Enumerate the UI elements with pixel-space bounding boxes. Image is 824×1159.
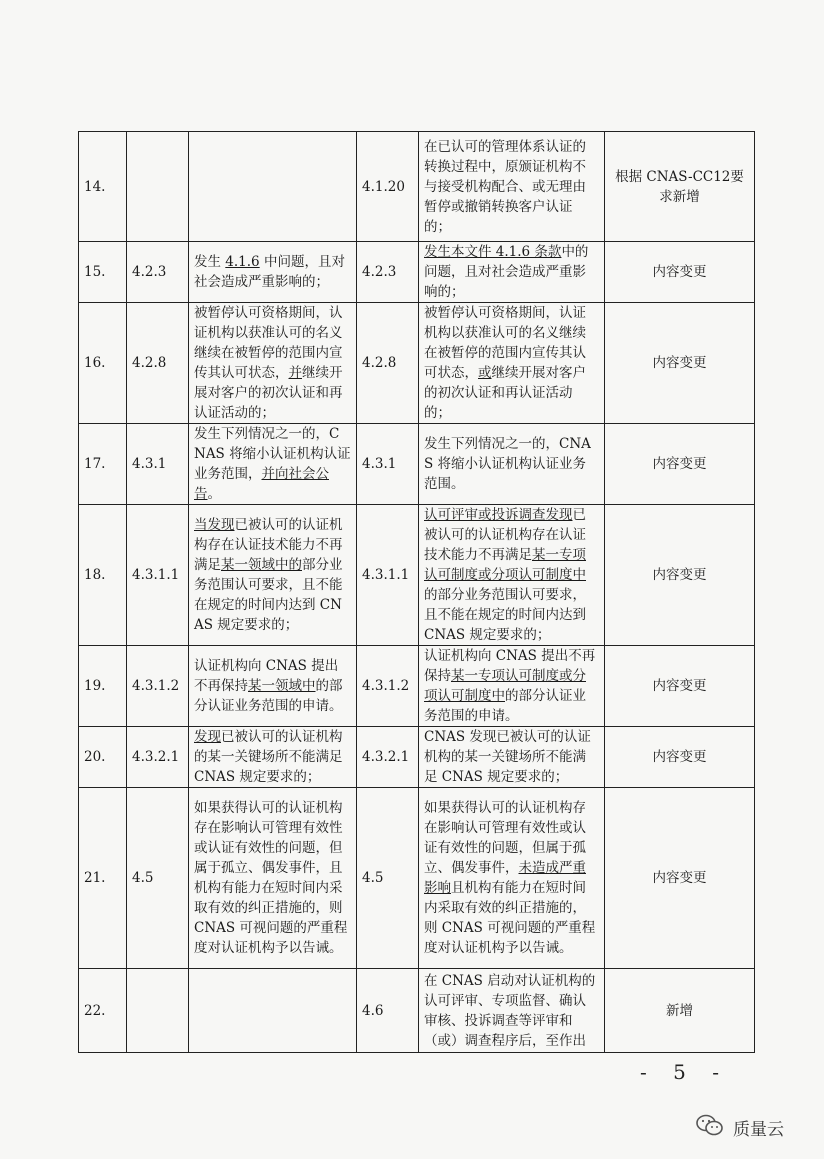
table-row <box>79 969 755 1053</box>
old-text: 发生 4.1.6 中问题，且对社会造成严重影响的； <box>189 242 357 303</box>
row-number: 20. <box>79 727 127 788</box>
row-number: 22. <box>79 969 127 1053</box>
old-text: 认证机构向 CNAS 提出不再保持某一领域中的部分认证业务范围的申请。 <box>189 646 357 727</box>
new-text: 被暂停认可资格期间，认证机构以获准认可的名义继续在被暂停的范围内宣传其认可状态，或继续开展对客户的初次认证和再认证活动的； <box>419 303 605 424</box>
table-row <box>79 132 755 242</box>
change-note: 内容变更 <box>605 303 755 424</box>
old-text: 发生下列情况之一的，CNAS 将缩小认证机构认证业务范围，并向社会公告。 <box>189 424 357 505</box>
old-clause: 4.3.1 <box>127 424 189 505</box>
old-clause: 4.5 <box>127 788 189 969</box>
change-note: 新增 <box>605 969 755 1053</box>
watermark-text: 质量云 <box>733 1120 784 1140</box>
change-note: 内容变更 <box>605 727 755 788</box>
change-note: 内容变更 <box>605 788 755 969</box>
old-text <box>189 132 357 242</box>
table-row <box>79 788 755 969</box>
revision-comparison-table <box>78 131 755 1053</box>
new-clause: 4.1.20 <box>357 132 419 242</box>
watermark <box>695 1113 784 1142</box>
change-note: 内容变更 <box>605 505 755 646</box>
new-clause: 4.3.1.2 <box>357 646 419 727</box>
new-clause: 4.3.1 <box>357 424 419 505</box>
change-note: 根据 CNAS-CC12要求新增 <box>605 132 755 242</box>
new-clause: 4.3.1.1 <box>357 505 419 646</box>
old-clause: 4.3.2.1 <box>127 727 189 788</box>
row-number: 21. <box>79 788 127 969</box>
wechat-icon <box>695 1113 725 1142</box>
old-clause: 4.3.1.1 <box>127 505 189 646</box>
old-text: 当发现已被认可的认证机构存在认证技术能力不再满足某一领域中的部分业务范围认可要求，且不能在规定的时间内达到 CNAS 规定要求的； <box>189 505 357 646</box>
old-clause <box>127 969 189 1053</box>
new-clause: 4.2.3 <box>357 242 419 303</box>
old-clause: 4.2.8 <box>127 303 189 424</box>
new-clause: 4.5 <box>357 788 419 969</box>
new-clause: 4.3.2.1 <box>357 727 419 788</box>
old-clause: 4.3.1.2 <box>127 646 189 727</box>
row-number: 14. <box>79 132 127 242</box>
change-note: 内容变更 <box>605 242 755 303</box>
row-number: 17. <box>79 424 127 505</box>
row-number: 18. <box>79 505 127 646</box>
change-note: 内容变更 <box>605 424 755 505</box>
new-text: 如果获得认可的认证机构存在影响认可管理有效性或认证有效性的问题，但属于孤立、偶发事件，未造成严重影响且机构有能力在短时间内采取有效的纠正措施的，则 CNAS 可视问题的严重程度对认证机构予以告诫。 <box>419 788 605 969</box>
new-text: CNAS 发现已被认可的认证机构的某一关键场所不能满足 CNAS 规定要求的； <box>419 727 605 788</box>
new-text: 在 CNAS 启动对认证机构的认可评审、专项监督、确认审核、投诉调查等评审和（或）调查程序后，至作出 <box>419 969 605 1053</box>
row-number: 16. <box>79 303 127 424</box>
table-row <box>79 242 755 303</box>
new-text: 在已认可的管理体系认证的转换过程中，原颁证机构不与接受机构配合、或无理由暂停或撤销转换客户认证的； <box>419 132 605 242</box>
old-text: 发现已被认可的认证机构的某一关键场所不能满足 CNAS 规定要求的； <box>189 727 357 788</box>
new-text: 发生本文件 4.1.6 条款中的问题，且对社会造成严重影响的； <box>419 242 605 303</box>
table-row <box>79 727 755 788</box>
new-text: 认可评审或投诉调查发现已被认可的认证机构存在认证技术能力不再满足某一专项认可制度或分项认可制度中的部分业务范围认可要求，且不能在规定的时间内达到 CNAS 规定要求的； <box>419 505 605 646</box>
row-number: 19. <box>79 646 127 727</box>
new-text: 认证机构向 CNAS 提出不再保持某一专项认可制度或分项认可制度中的部分认证业务范围的申请。 <box>419 646 605 727</box>
new-clause: 4.6 <box>357 969 419 1053</box>
old-text: 被暂停认可资格期间，认证机构以获准认可的名义继续在被暂停的范围内宣传其认可状态，并继续开展对客户的初次认证和再认证活动的； <box>189 303 357 424</box>
change-note: 内容变更 <box>605 646 755 727</box>
old-clause: 4.2.3 <box>127 242 189 303</box>
table-row <box>79 424 755 505</box>
table-row <box>79 303 755 424</box>
old-text: 如果获得认可的认证机构存在影响认可管理有效性或认证有效性的问题，但属于孤立、偶发事件，且机构有能力在短时间内采取有效的纠正措施的，则 CNAS 可视问题的严重程度对认证机构予以告诫。 <box>189 788 357 969</box>
new-text: 发生下列情况之一的，CNAS 将缩小认证机构认证业务范围。 <box>419 424 605 505</box>
new-clause: 4.2.8 <box>357 303 419 424</box>
old-text <box>189 969 357 1053</box>
old-clause <box>127 132 189 242</box>
page-number: - 5 - <box>640 1060 729 1084</box>
table-row <box>79 646 755 727</box>
row-number: 15. <box>79 242 127 303</box>
table-row <box>79 505 755 646</box>
